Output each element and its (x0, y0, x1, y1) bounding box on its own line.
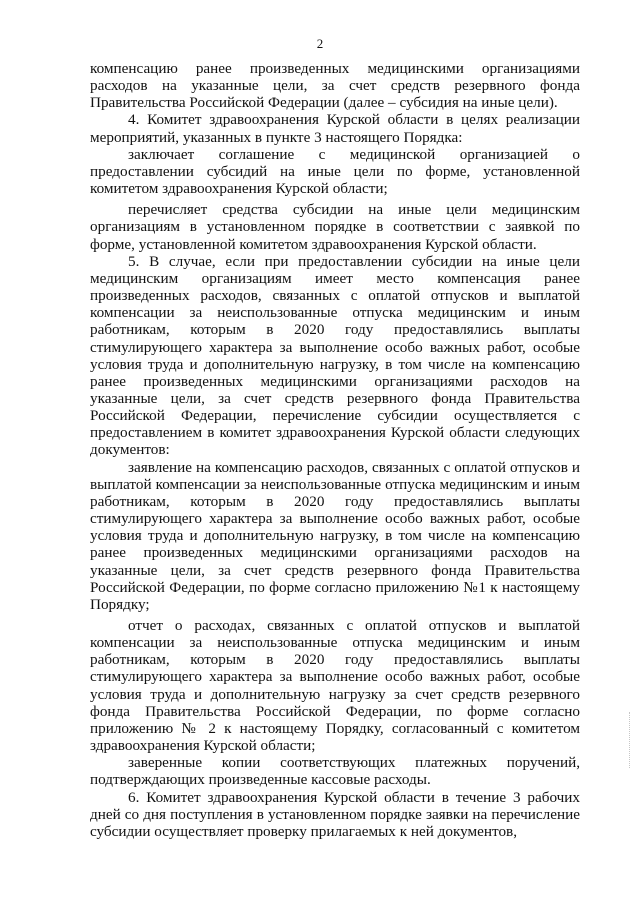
paragraph-continuation: компенсацию ранее произведенных медицинскими организациями расходов на указанные цели, за счет средств резервного фонда Правительства Российской Федерации (далее – субсидия на иные цели). (90, 60, 580, 112)
paragraph-item-4: 4. Комитет здравоохранения Курской области в целях реализации мероприятий, указанных в пункте 3 настоящего Порядка: (90, 111, 580, 146)
paragraph-report: отчет о расходах, связанных с оплатой отпусков и выплатой компенсации за неиспользованные отпуска медицинским и иным работникам, которым в 2020 году предоставлялись выплаты стимулирующего характера за выполнение особо важных работ, особые условия труда и дополнительную нагрузку за счет средств резервного фонда Правительства Российской Федерации, по форме согласно приложению № 2 к настоящему Порядку, согласованный с комитетом здравоохранения Курской области; (90, 617, 580, 755)
margin-mark (629, 712, 634, 768)
paragraph-transfer: перечисляет средства субсидии на иные цели медицинским организациям в установленном порядке в соответствии с заявкой по форме, установленной комитетом здравоохранения Курской области. (90, 201, 580, 253)
paragraph-item-6: 6. Комитет здравоохранения Курской области в течение 3 рабочих дней со дня поступления в установленном порядке заявки на перечисление субсидии осуществляет проверку прилагаемых к ней документов, (90, 788, 580, 840)
document-body (90, 60, 580, 840)
page-number: 2 (316, 36, 324, 51)
paragraph-agreement: заключает соглашение с медицинской организацией о предоставлении субсидий на иные цели по форме, установленной комитетом здравоохранения Курской области; (90, 145, 580, 198)
paragraph-application: заявление на компенсацию расходов, связанных с оплатой отпусков и выплатой компенсации за неиспользованные отпуска медицинским и иным работникам, которым в 2020 году предоставлялись выплаты стимулирующего характера за выполнение особо важных работ, особые условия труда и дополнительную нагрузку, в том числе на компенсацию ранее произведенных медицинскими организациями расходов на указанные цели, за счет средств резервного фонда Правительства Российской Федерации, по форме согласно приложению №1 к настоящему Порядку; (90, 458, 580, 613)
paragraph-item-5: 5. В случае, если при предоставлении субсидии на иные цели медицинским организациям имеет место компенсация ранее произведенных расходов, связанных с оплатой отпусков и выплатой компенсации за неиспользованные отпуска медицинским и иным работникам, которым в 2020 году предоставлялись выплаты стимулирующего характера за выполнение особо важных работ, особые условия труда и дополнительную нагрузку, в том числе на компенсацию ранее произведенных медицинскими организациями расходов на указанные цели, за счет средств резервного фонда Правительства Российской Федерации, перечисление субсидии осуществляется с предоставлением в комитет здравоохранения Курской области следующих документов: (90, 252, 580, 459)
paragraph-payment-copies: заверенные копии соответствующих платежных поручений, подтверждающих произведенные кассовые расходы. (90, 754, 580, 789)
